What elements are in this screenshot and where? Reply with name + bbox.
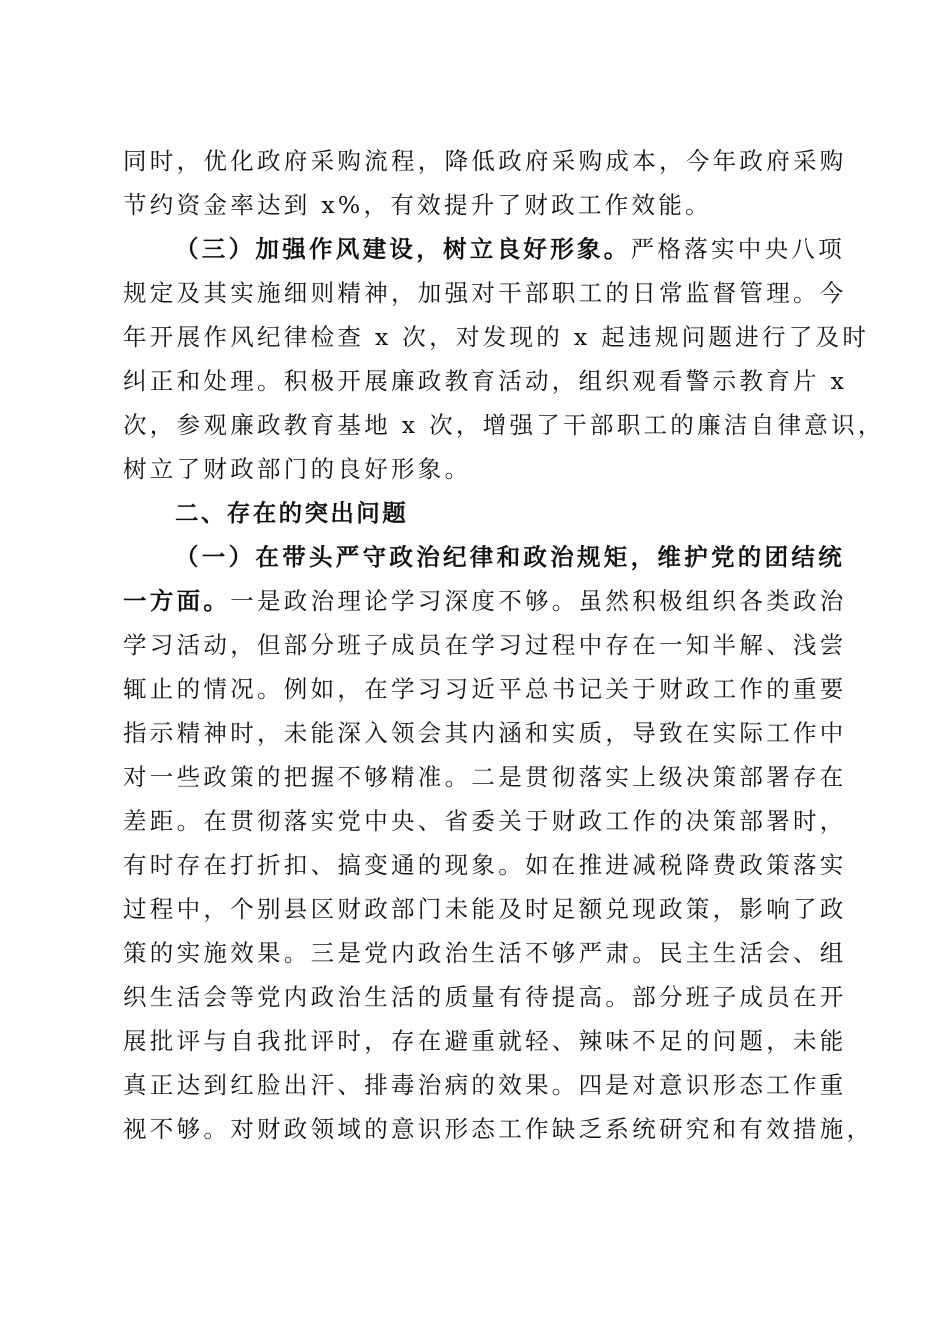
- text-line: 织生活会等党内政治生活的质量有待提高。部分班子成员在开: [123, 983, 847, 1011]
- document-body: [123, 139, 885, 1151]
- text-line: 指示精神时，未能深入领会其内涵和实质，导致在实际工作中: [123, 719, 847, 747]
- text-line: 纠正和处理。积极开展廉政教育活动，组织观看警示教育片 x: [123, 367, 848, 395]
- text-line: 学习活动，但部分班子成员在学习过程中存在一知半解、浅尝: [123, 631, 847, 659]
- text-line: 树立了财政部门的良好形象。: [123, 455, 472, 483]
- paragraph-lead: （三）加强作风建设，树立良好形象。: [175, 235, 631, 263]
- text-line: 真正达到红脸出汗、排毒治病的效果。四是对意识形态工作重: [123, 1071, 847, 1099]
- text-line: 辄止的情况。例如，在学习习近平总书记关于财政工作的重要: [123, 675, 847, 703]
- paragraph-procurement: [123, 139, 847, 227]
- text-line: 年开展作风纪律检查 x 次，对发现的 x 起违规问题进行了及时: [123, 323, 870, 351]
- paragraph-lead: （一）在带头严守政治纪律和政治规矩，维护党的团结统: [175, 543, 845, 571]
- text-line: 节约资金率达到 x%，有效提升了财政工作效能。: [123, 191, 712, 219]
- text-line: [123, 579, 847, 623]
- text-line: 有时存在打折扣、搞变通的现象。如在推进减税降费政策落实: [123, 851, 847, 879]
- text-line: 展批评与自我批评时，存在避重就轻、辣味不足的问题，未能: [123, 1027, 847, 1055]
- text-line: 策的实施效果。三是党内政治生活不够严肃。民主生活会、组: [123, 939, 847, 967]
- text-line: [123, 227, 846, 271]
- text-line: 视不够。对财政领域的意识形态工作缺乏系统研究和有效措施，: [123, 1115, 874, 1143]
- paragraph-work-style: [123, 227, 885, 491]
- text-line: 过程中，个别县区财政部门未能及时足额兑现政策，影响了政: [123, 895, 847, 923]
- text-line: 差距。在贯彻落实党中央、省委关于财政工作的决策部署时，: [123, 807, 847, 835]
- text-segment: 严格落实中央八项: [630, 235, 846, 263]
- paragraph-lead: 一方面。: [123, 587, 231, 615]
- text-line: 对一些政策的把握不够精准。二是贯彻落实上级决策部署存在: [123, 763, 847, 791]
- text-line: 规定及其实施细则精神，加强对干部职工的日常监督管理。今: [123, 279, 847, 307]
- text-segment: 一是政治理论学习深度不够。虽然积极组织各类政治: [230, 587, 847, 615]
- section-heading: 二、存在的突出问题: [175, 499, 409, 527]
- paragraph-political-discipline: [123, 535, 874, 1151]
- text-line: 同时，优化政府采购流程，降低政府采购成本，今年政府采购: [123, 147, 847, 175]
- text-line: 次，参观廉政教育基地 x 次，增强了干部职工的廉洁自律意识，: [123, 411, 885, 439]
